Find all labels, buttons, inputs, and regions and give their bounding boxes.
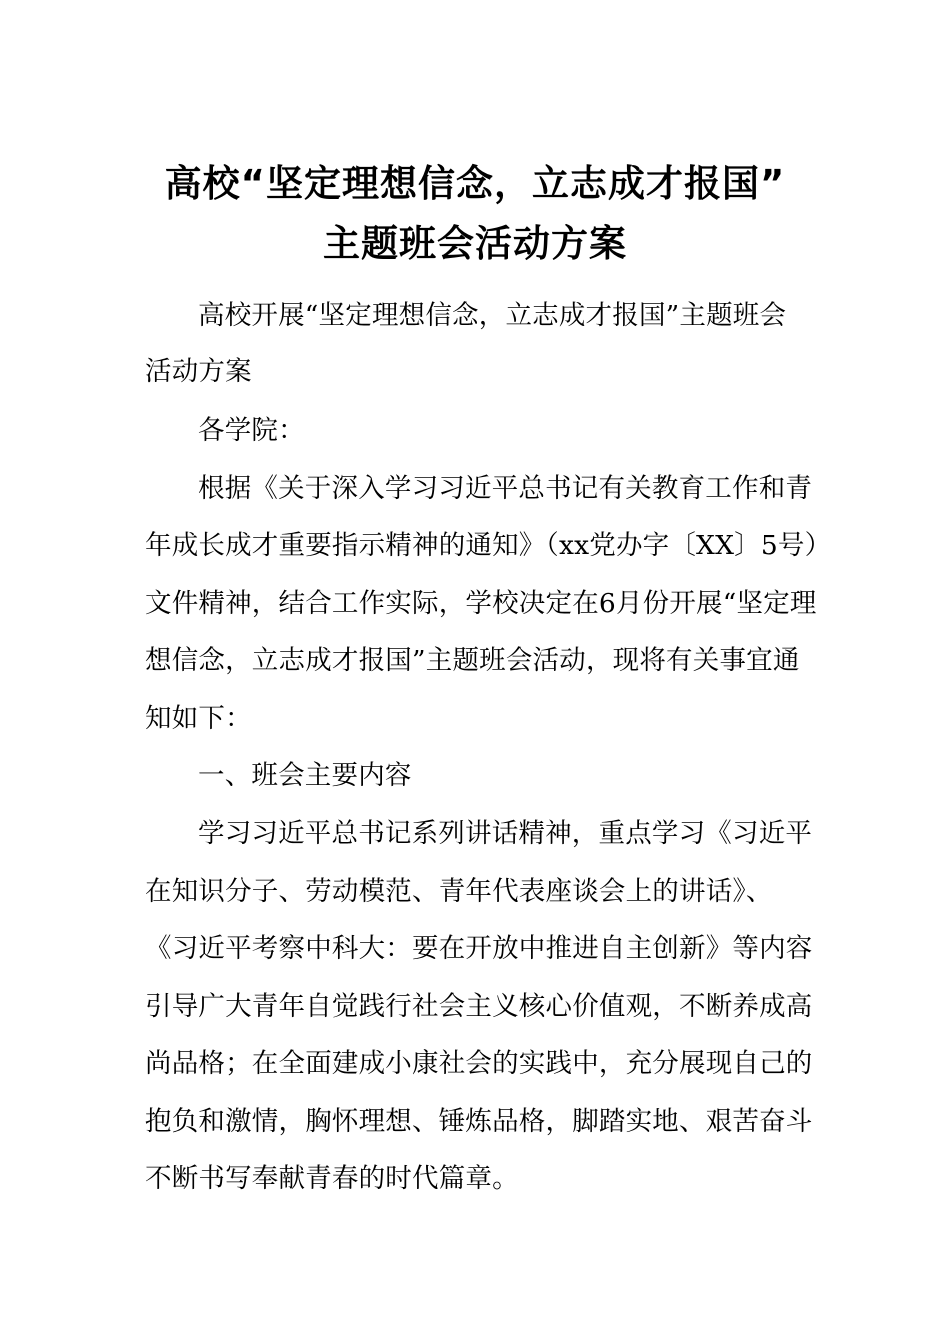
document-title-line-2: 主题班会活动方案 [323,222,627,265]
paragraph-line: 想信念，立志成才报国”主题班会活动，现将有关事宜通 [145,645,800,676]
paragraph-line: 在知识分子、劳动模范、青年代表座谈会上的讲话》、 [145,876,773,907]
paragraph-line: 根据《关于深入学习习近平总书记有关教育工作和青 [198,473,813,504]
paragraph-line: 尚品格；在全面建成小康社会的实践中，充分展现自己的 [145,1048,813,1079]
paragraph-line: 高校开展“坚定理想信念，立志成才报国”主题班会 [198,300,787,331]
paragraph-line: 抱负和激情，胸怀理想、锤炼品格，脚踏实地、艰苦奋斗 [145,1106,813,1137]
paragraph-line: 文件精神，结合工作实际，学校决定在6月份开展“坚定理 [145,588,817,619]
paragraph-line: 知如下： [145,703,252,734]
paragraph-line: 不断书写奉献青春的时代篇章。 [145,1163,519,1194]
paragraph-line: 学习习近平总书记系列讲话精神，重点学习《习近平 [198,818,813,849]
paragraph-line: 活动方案 [145,356,252,387]
paragraph-line: 引导广大青年自觉践行社会主义核心价值观，不断养成高 [145,991,813,1022]
section-heading: 一、班会主要内容 [198,760,412,791]
paragraph-line: 《习近平考察中科大：要在开放中推进自主创新》等内容 [145,933,813,964]
paragraph-line: 各学院： [198,415,305,446]
document-title-line-1: 高校“坚定理想信念，立志成才报国” [164,162,786,205]
paragraph-line: 年成长成才重要指示精神的通知》（xx党办字〔XX〕5号） [145,530,832,561]
